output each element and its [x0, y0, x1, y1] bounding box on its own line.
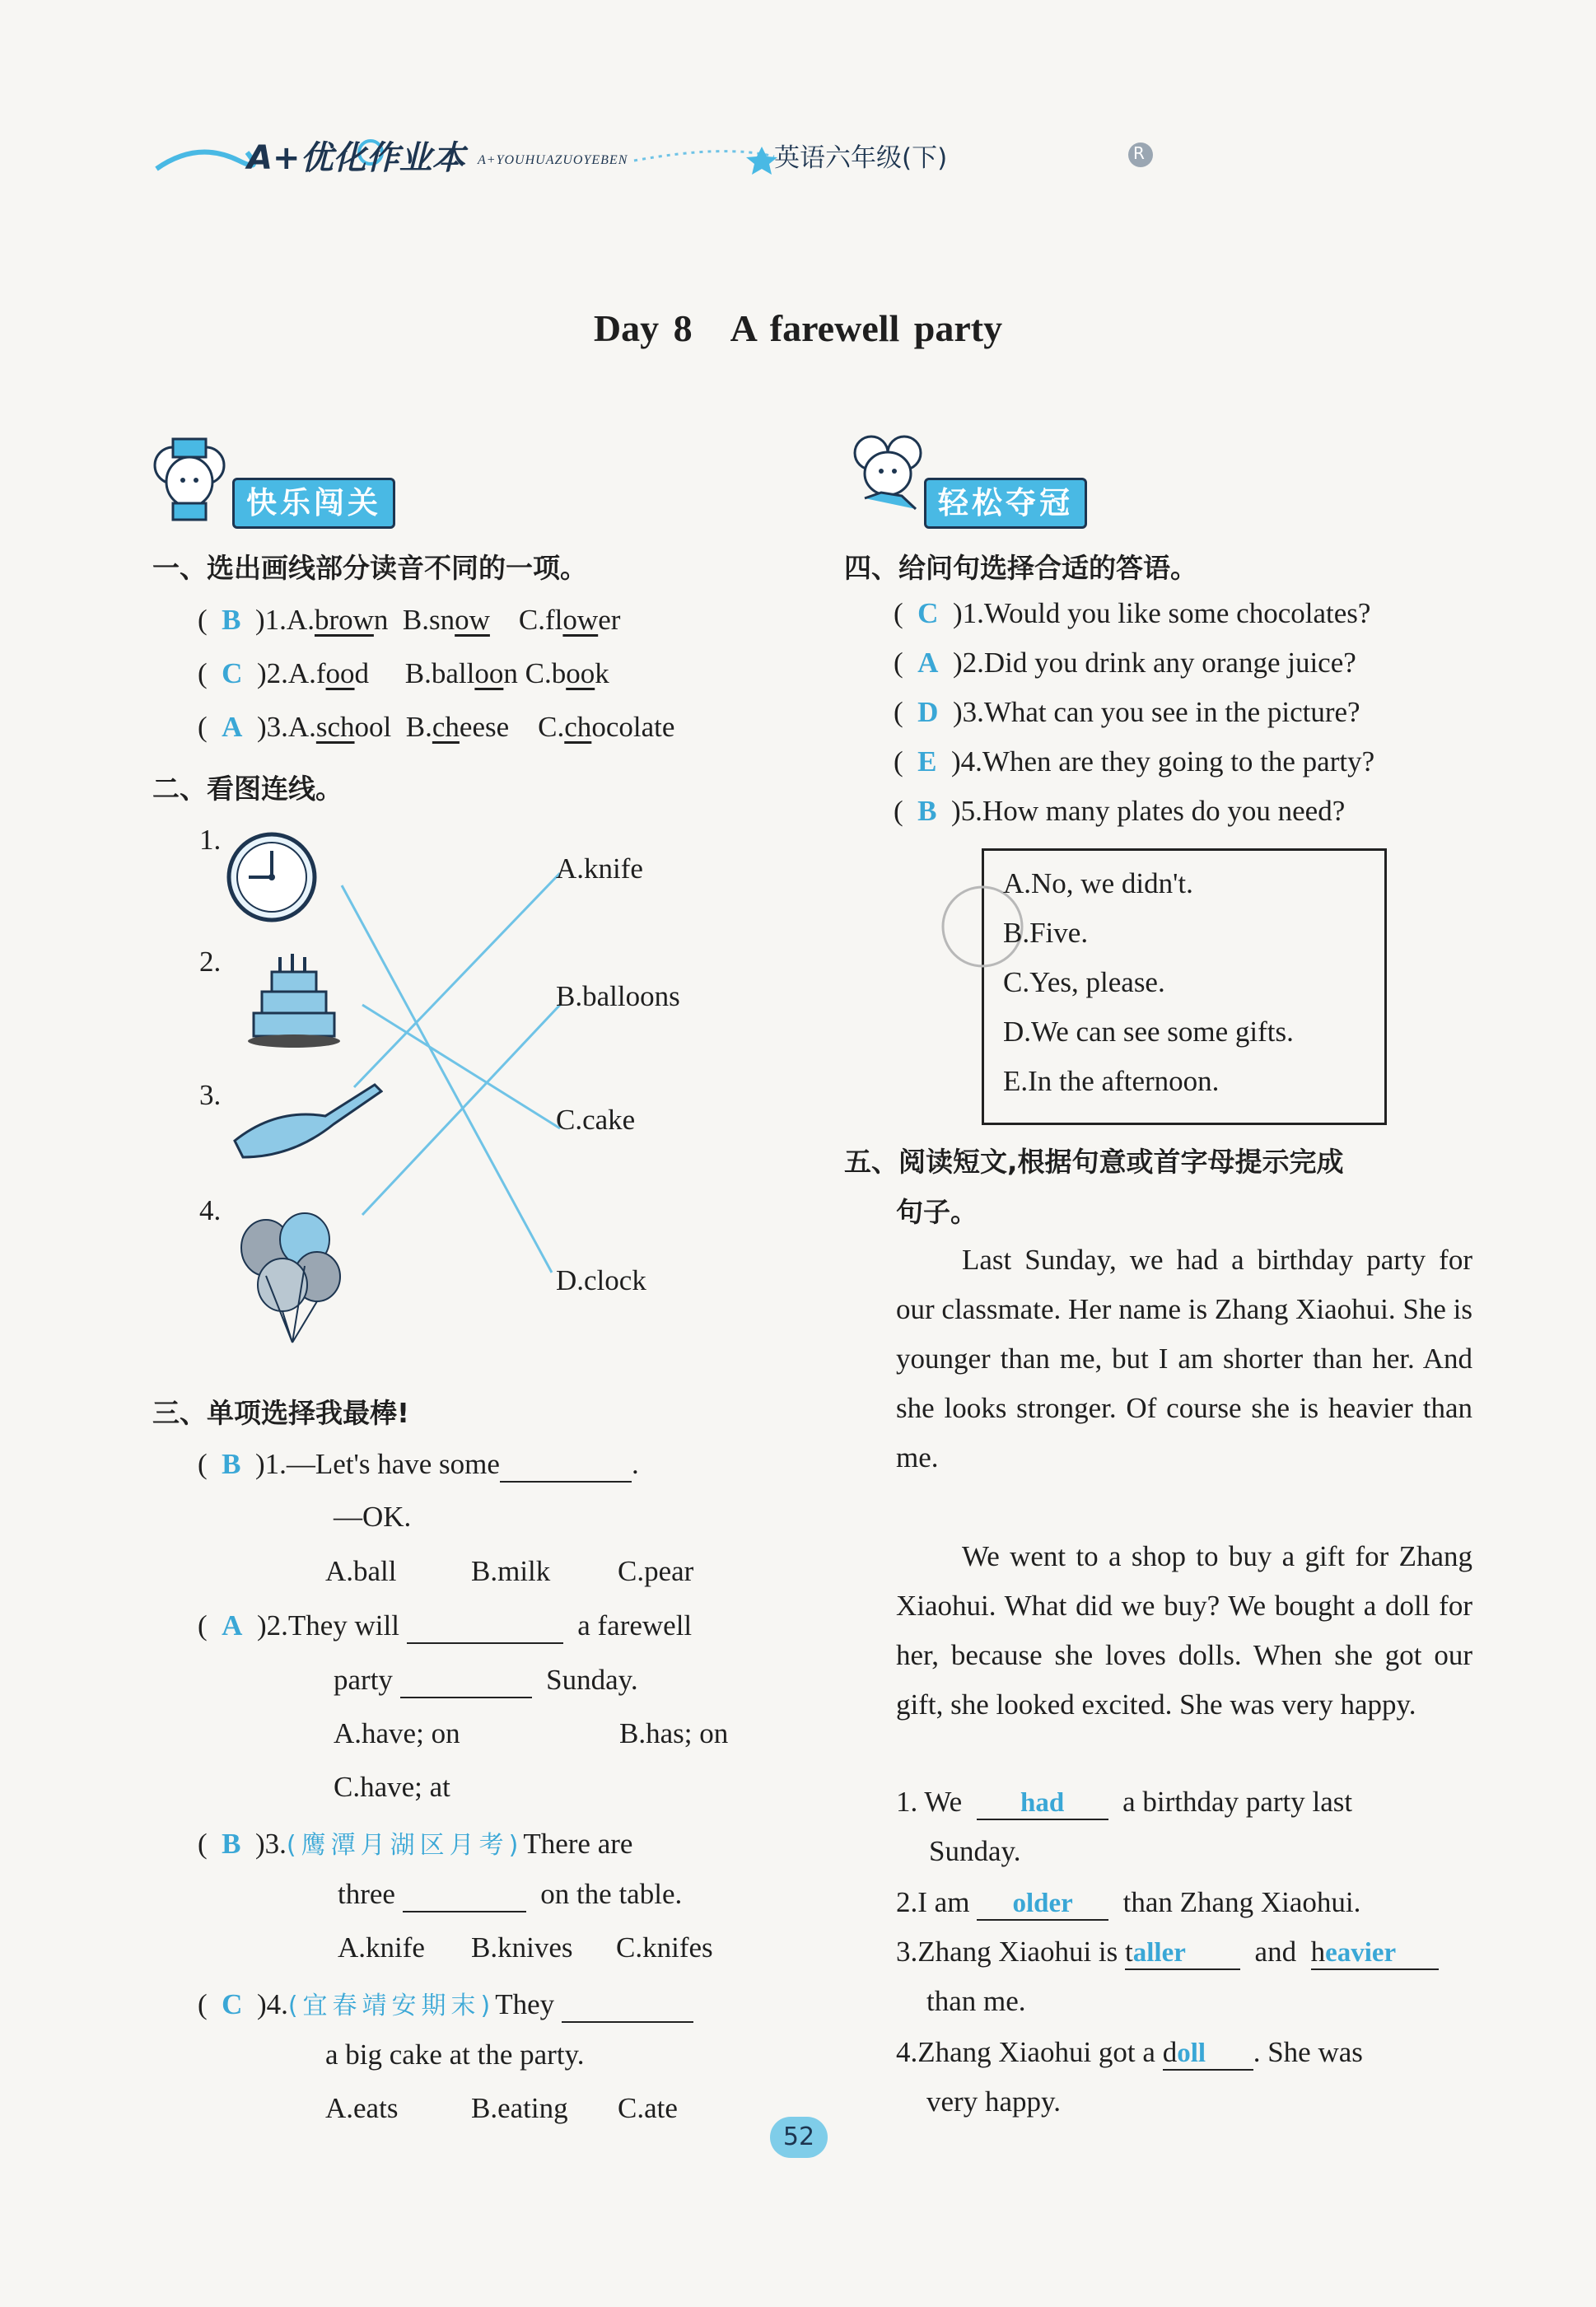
answer: A — [222, 1609, 243, 1642]
completion-4: 4.Zhang Xiaohui got a doll . She was — [896, 2036, 1363, 2071]
sec3-q2-option-a: A.have; on — [334, 1717, 460, 1749]
section-1-heading: 一、选出画线部分读音不同的一项。 — [152, 552, 587, 584]
sec3-q4-option-a: A.eats — [325, 2092, 399, 2124]
sec3-q3-option-c: C.knifes — [616, 1931, 713, 1964]
edition-mark: R — [1133, 143, 1145, 163]
completion-4-cont: very happy. — [926, 2085, 1061, 2118]
answer: had — [1020, 1788, 1065, 1818]
answer: C — [222, 657, 243, 689]
sec3-q2-option-c: C.have; at — [334, 1771, 450, 1803]
sec3-q3-option-b: B.knives — [471, 1931, 573, 1964]
sec3-q4-option-c: C.ate — [618, 2092, 678, 2124]
option-e: E.In the afternoon. — [1003, 1065, 1220, 1097]
section-2-heading: 二、看图连线。 — [152, 773, 343, 805]
brand-title: A+优化作业本 — [247, 139, 465, 177]
picture-number-4: 4. — [199, 1194, 222, 1226]
match-label-a: A.knife — [556, 852, 643, 885]
option-b: B.Five. — [1003, 917, 1089, 949]
match-label-d: D.clock — [556, 1264, 646, 1296]
option-d: D.We can see some gifts. — [1003, 1016, 1294, 1048]
sec3-q2-line2: party Sunday. — [334, 1664, 638, 1698]
completion-3: 3.Zhang Xiaohui is taller and heavier — [896, 1936, 1439, 1970]
answer: eavier — [1325, 1938, 1397, 1968]
completion-1: 1. We had a birthday party last — [896, 1786, 1352, 1820]
completion-2: 2.I am older than Zhang Xiaohui. — [896, 1886, 1360, 1921]
sec1-item-3: ( A )3.A.school B.cheese C.chocolate — [198, 711, 675, 743]
sec4-item-1: ( C )1.Would you like some chocolates? — [894, 597, 1371, 629]
sec3-q3-line2: three on the table. — [338, 1878, 682, 1912]
answer: D — [917, 696, 939, 728]
sec1-item-1: ( B )1.A.brown B.snow C.flower — [198, 604, 621, 636]
match-label-c: C.cake — [556, 1104, 636, 1136]
sec3-q1-reply: —OK. — [334, 1501, 412, 1533]
answer: E — [917, 745, 937, 778]
subject-label: 英语六年级(下) — [774, 143, 948, 173]
sec3-q4-line2: a big cake at the party. — [325, 2038, 585, 2071]
sec3-q1: ( B )1.—Let's have some . — [198, 1448, 639, 1483]
answer: B — [222, 1448, 241, 1480]
answer: B — [222, 1828, 241, 1860]
sec3-q4-option-b: B.eating — [471, 2092, 568, 2124]
sec3-q4: ( C )4.(宜春靖安期末)They — [198, 1985, 693, 2023]
sec4-item-4: ( E )4.When are they going to the party? — [894, 745, 1375, 778]
answer: C — [917, 597, 939, 629]
answer: older — [1012, 1889, 1073, 1918]
sec4-item-2: ( A )2.Did you drink any orange juice? — [894, 647, 1356, 679]
section-badge-right: 轻松夺冠 — [924, 478, 1087, 529]
passage-paragraph-1: Last Sunday, we had a birthday party for our classmate. Her name is Zhang Xiaohui. She is younger than me, but I am shorter than her. And she looks stronger. Of course she is heavier than me. — [896, 1244, 1472, 1473]
page-title: Day 8 A farewell party — [593, 307, 1003, 349]
completion-3-cont: than me. — [926, 1985, 1026, 2017]
sec3-q2: ( A )2.They will a farewell — [198, 1609, 692, 1644]
answer: A — [917, 647, 939, 679]
sec3-q1-option-c: C.pear — [618, 1555, 694, 1587]
answer: A — [222, 711, 243, 743]
section-5-heading: 五、阅读短文,根据句意或首字母提示完成 — [844, 1146, 1344, 1178]
answer: aller — [1132, 1938, 1186, 1968]
picture-number-3: 3. — [199, 1079, 222, 1111]
exam-source: (鹰潭月湖区月考) — [286, 1831, 524, 1860]
brand-pinyin: A+YOUHUAZUOYEBEN — [478, 153, 628, 167]
answer: C — [222, 1988, 243, 2020]
section-3-heading: 三、单项选择我最棒! — [152, 1397, 410, 1429]
sec3-q3-option-a: A.knife — [338, 1931, 425, 1964]
sec3-q1-option-b: B.milk — [471, 1555, 551, 1587]
sec3-q3: ( B )3.(鹰潭月湖区月考)There are — [198, 1828, 633, 1860]
section-5-heading-cont: 句子。 — [896, 1196, 978, 1228]
sec1-item-2: ( C )2.A.food B.balloon C.book — [198, 657, 609, 689]
sec3-q1-option-a: A.ball — [325, 1555, 397, 1587]
exam-source: (宜春靖安期末) — [287, 1992, 496, 2020]
passage-paragraph-2: We went to a shop to buy a gift for Zhang Xiaohui. What did we buy? We bought a doll for her, because she loves dolls. When she got our gift, she looked excited. She was very happy. — [896, 1540, 1472, 1721]
picture-number-1: 1. — [199, 824, 222, 856]
page-number: 52 — [770, 2117, 828, 2158]
sec4-item-3: ( D )3.What can you see in the picture? — [894, 696, 1360, 728]
section-badge-left: 快乐闯关 — [232, 478, 395, 529]
option-a: A.No, we didn't. — [1003, 867, 1193, 899]
answer: B — [222, 604, 241, 636]
answer: oll — [1177, 2038, 1206, 2068]
match-label-b: B.balloons — [556, 980, 680, 1012]
completion-1-cont: Sunday. — [929, 1835, 1021, 1867]
option-c: C.Yes, please. — [1003, 966, 1165, 998]
picture-number-2: 2. — [199, 946, 222, 978]
answer: B — [917, 795, 937, 827]
sec3-q2-option-b: B.has; on — [619, 1717, 729, 1749]
section-4-heading: 四、给问句选择合适的答语。 — [844, 552, 1197, 584]
sec4-item-5: ( B )5.How many plates do you need? — [894, 795, 1346, 827]
